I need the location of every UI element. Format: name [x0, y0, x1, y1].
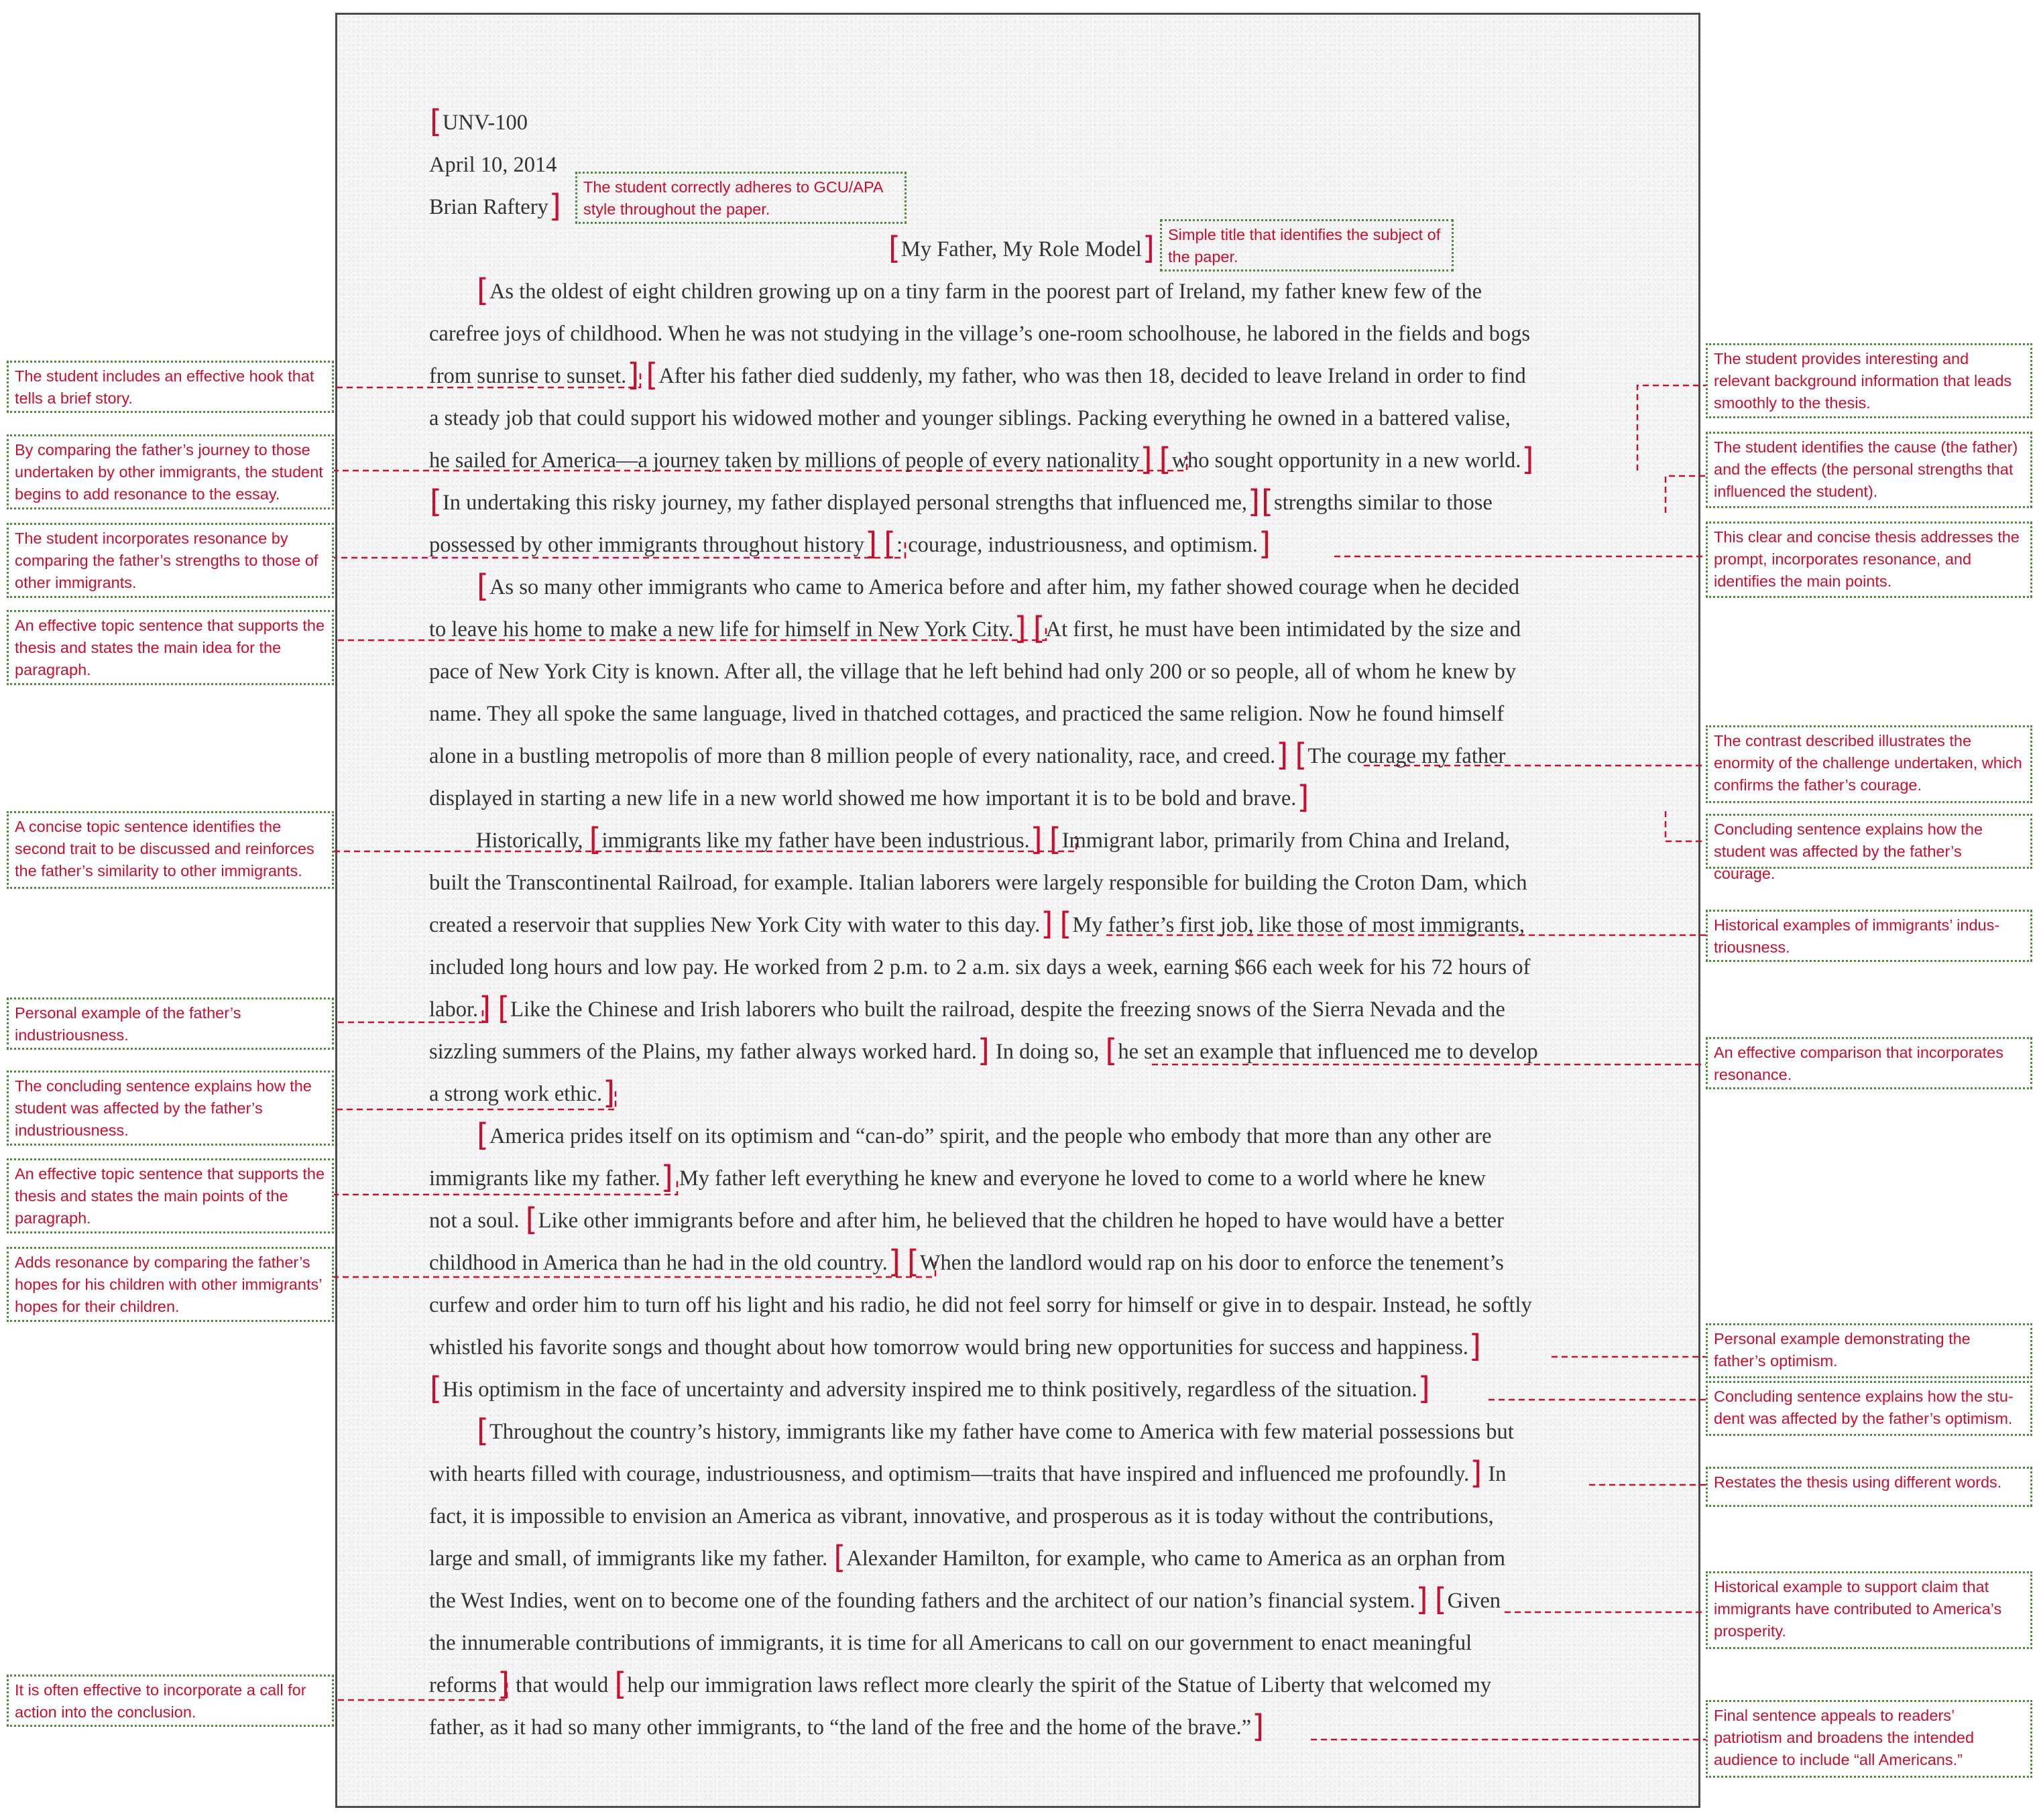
annotation-right: Concluding sentence explains how the stu-dent was affected by the father’s optimism. — [1706, 1381, 2032, 1436]
annotation-right: The contrast described illustrates the enormity of the challenge undertaken, which confirms the father’s courage. — [1706, 725, 2032, 803]
paragraph-line: he sailed for America—a journey taken by millions of people of every nationality] [who sought opportunity in a new world.] — [429, 441, 1534, 477]
annotation-left: An effective topic sentence that supports the thesis and states the main idea for the paragraph. — [7, 610, 334, 685]
paragraph-line: [Throughout the country’s history, immigrants like my father have come to America with few material possessions but — [477, 1412, 1514, 1449]
paragraph-line: labor.] [Like the Chinese and Irish laborers who built the railroad, despite the freezing snows of the Sierra Nevada and the — [429, 990, 1505, 1026]
paragraph-line: reforms] that would [help our immigration laws reflect more clearly the spirit of the Statue of Liberty that welcomed my — [429, 1666, 1492, 1702]
paragraph-line: the West Indies, went on to become one of the founding fathers and the architect of our nation’s financial system.] [Given — [429, 1581, 1501, 1618]
paragraph-line: pace of New York City is known. After all, the village that he left behind had only 200 or so people, all of whom he knew by — [429, 660, 1517, 684]
paragraph-line: [In undertaking this risky journey, my father displayed personal strengths that influenced me,][strengths similar to those — [430, 483, 1493, 520]
essay-title: [My Father, My Role Model] — [888, 230, 1155, 266]
annotation-right: The student identifies the cause (the father) and the effects (the personal strengths that influenced the student). — [1706, 432, 2032, 508]
annotation-right: This clear and concise thesis addresses the prompt, incorporates resonance, and identifies the main points. — [1706, 522, 2032, 598]
paragraph-line: fact, it is impossible to envision an America as vibrant, innovative, and prosperous as it is today without the contributions, — [429, 1504, 1494, 1528]
annotation-left: The student includes an effective hook that tells a brief story. — [7, 361, 334, 413]
paragraph-line: built the Transcontinental Railroad, for example. Italian laborers were largely responsible for building the Croton Dam, which — [429, 871, 1527, 895]
annotation-right: Concluding sentence explains how the student was affected by the father’s courage. — [1706, 814, 2032, 869]
paragraph-line: possessed by other immigrants throughout history] [: courage, industriousness, and optimism.] — [429, 526, 1271, 562]
paragraph-line: to leave his home to make a new life for himself in New York City.] [At first, he must have been intimidated by the size and — [429, 610, 1521, 646]
paragraph-line: childhood in America than he had in the old country.] [When the landlord would rap on his door to enforce the tenement’s — [429, 1243, 1504, 1280]
paragraph-line: a strong work ethic.] — [429, 1075, 616, 1111]
paragraph-line: created a reservoir that supplies New York City with water to this day.] [My father’s first job, like those of most immigrants, — [429, 906, 1525, 942]
annotation-left: Personal example of the father’s industriousness. — [7, 997, 334, 1050]
paragraph-line: a steady job that could support his widowed mother and younger siblings. Packing everything he owned in a battered valise, — [429, 406, 1511, 430]
paragraph-line: immigrants like my father.] My father left everything he knew and everyone he loved to come to a world where he knew — [429, 1159, 1486, 1195]
annotation-right: Personal example demonstrating the father’s optimism. — [1706, 1323, 2032, 1378]
annotation-right: Final sentence appeals to readers’ patriotism and broadens the intended audience to include “all Americans.” — [1706, 1700, 2032, 1778]
paragraph-line: father, as it had so many other immigrants, to “the land of the free and the home of the brave.”] — [429, 1708, 1265, 1744]
annotation-left: The concluding sentence explains how the student was affected by the father’s industriousness. — [7, 1071, 334, 1146]
annotation-left: An effective topic sentence that supports the thesis and states the main points of the paragraph. — [7, 1158, 334, 1233]
paragraph-line: curfew and order him to turn off his light and his radio, he did not feel sorry for himself or give in to despair. Instead, he softly — [429, 1293, 1532, 1317]
annotation-left: By comparing the father’s journey to those undertaken by other immigrants, the student begins to add resonance to the essay. — [7, 434, 334, 509]
paragraph-line: from sunrise to sunset.] [After his father died suddenly, my father, who was then 18, decided to leave Ireland in order to find — [429, 357, 1526, 393]
paragraph-line: the innumerable contributions of immigrants, it is time for all Americans to call on our government to enact meaningful — [429, 1631, 1472, 1655]
course-code: [UNV-100 — [430, 103, 528, 139]
paragraph-line: displayed in starting a new life in a new world showed me how important it is to be bold and brave.] — [429, 779, 1309, 815]
annotation-right: The student provides interesting and relevant background information that leads smoothly to the thesis. — [1706, 343, 2032, 418]
annotation-left: The student incorporates resonance by comparing the father’s strengths to those of other immigrants. — [7, 523, 334, 598]
paragraph-line: large and small, of immigrants like my father. [Alexander Hamilton, for example, who came to America as an orphan from — [429, 1539, 1506, 1575]
author-name: Brian Raftery] — [429, 188, 561, 224]
paragraph-line: name. They all spoke the same language, lived in thatched cottages, and practiced the same religion. Now he found himself — [429, 702, 1505, 726]
annotation-left: Adds resonance by comparing the father’s hopes for his children with other immigrants’ hopes for their children. — [7, 1247, 334, 1322]
paragraph-line: with hearts filled with courage, industriousness, and optimism—traits that have inspired and influenced me profoundly.] In — [429, 1455, 1507, 1491]
annotation-title: Simple title that identifies the subject of the paper. — [1160, 219, 1454, 271]
annotation-left: It is often effective to incorporate a call for action into the conclusion. — [7, 1675, 334, 1727]
annotation-right: Historical examples of immigrants’ indus-triousness. — [1706, 910, 2032, 962]
paragraph-line: sizzling summers of the Plains, my father always worked hard.] In doing so, [he set an example that influenced me to develop — [429, 1032, 1538, 1069]
paragraph-line: [His optimism in the face of uncertainty and adversity inspired me to think positively, regardless of the situation.] — [430, 1370, 1430, 1406]
paragraph-line: [As the oldest of eight children growing up on a tiny farm in the poorest part of Ireland, my father knew few of the — [477, 272, 1482, 308]
paragraph-line: included long hours and low pay. He worked from 2 p.m. to 2 a.m. six days a week, earning $66 each week for his 72 hours of — [429, 955, 1531, 979]
paragraph-line: alone in a bustling metropolis of more than 8 million people of every nationality, race, and creed.] [The courage my father — [429, 737, 1506, 773]
annotation-right: Historical example to support claim that immigrants have contributed to America’s prosperity. — [1706, 1571, 2032, 1649]
paragraph-line: carefree joys of childhood. When he was not studying in the village’s one-room schoolhouse, he labored in the fields and bogs — [429, 322, 1531, 346]
paragraph-line: [America prides itself on its optimism and “can-do” spirit, and the people who embody that more than any other are — [477, 1117, 1492, 1153]
paragraph-line: Historically, [immigrants like my father have been industrious.] [Immigrant labor, primarily from China and Ireland, — [476, 821, 1511, 857]
annotation-right: An effective comparison that incorporates resonance. — [1706, 1037, 2032, 1089]
paragraph-line: [As so many other immigrants who came to America before and after him, my father showed courage when he decided — [477, 568, 1519, 604]
annotation-left: A concise topic sentence identifies the second trait to be discussed and reinforces the father’s similarity to other immigrants. — [7, 811, 334, 889]
paragraph-line: not a soul. [Like other immigrants before and after him, he believed that the children he hoped to have would have a better — [429, 1201, 1504, 1237]
essay-date: April 10, 2014 — [429, 153, 557, 177]
annotation-right: Restates the thesis using different words. — [1706, 1467, 2032, 1507]
paragraph-line: whistled his favorite songs and thought about how tomorrow would bring new opportunities for success and happiness.] — [429, 1328, 1481, 1364]
annotation-style: The student correctly adheres to GCU/APA style throughout the paper. — [575, 172, 907, 224]
